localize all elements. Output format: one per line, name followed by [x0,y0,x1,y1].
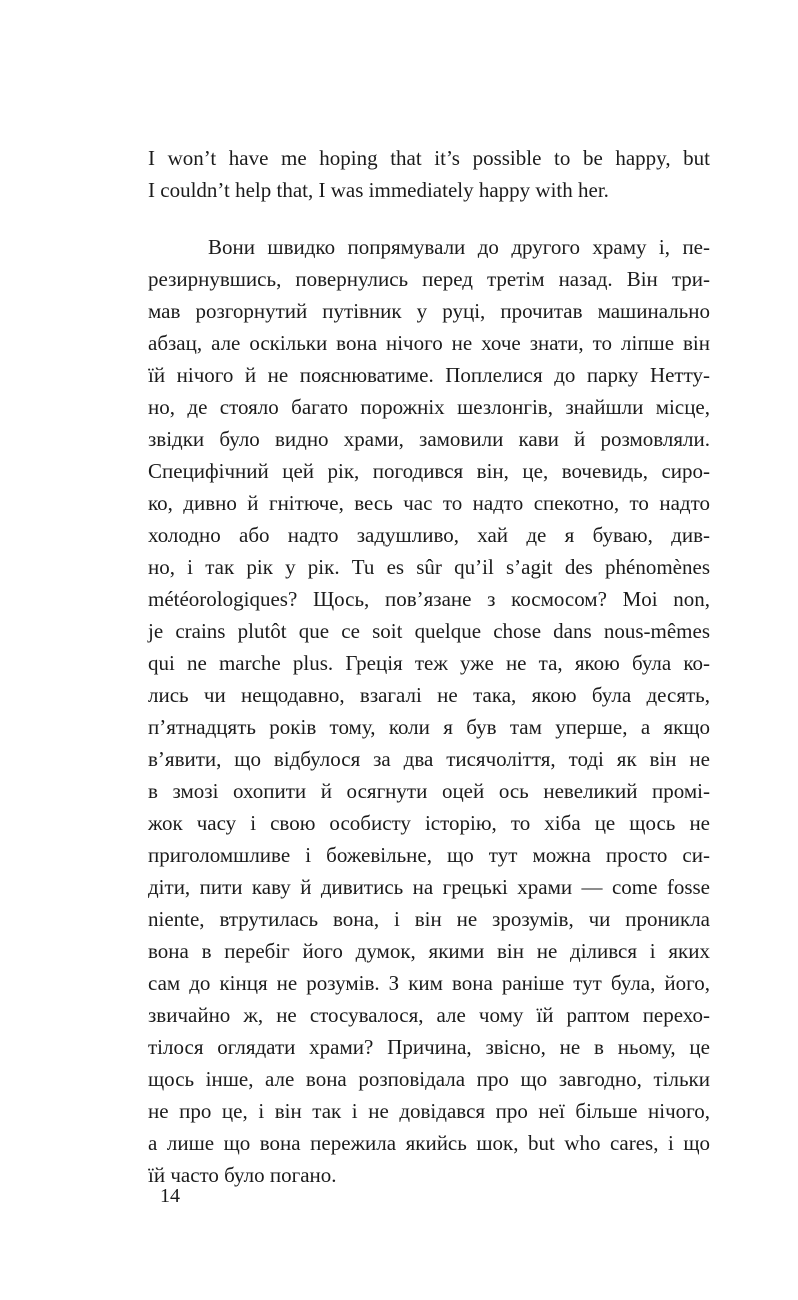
text-line: niente, втрутилась вона, і він не зрозумів, чи проникла [148,907,710,931]
text-line: qui ne marche plus. Греція теж уже не та, якою була ко- [148,651,710,675]
text-line: но, де стояло багато порожніх шезлонгів, знайшли місце, [148,395,710,419]
text-line: I won’t have me hoping that it’s possible to be happy, but [148,146,710,170]
text-line: приголомшливе і божевільне, що тут можна просто си- [148,843,710,867]
text-line: в’явити, що відбулося за два тисячоліття, тоді як він не [148,747,710,771]
text-line: діти, пити каву й дивитись на грецькі храми — come fosse [148,875,710,899]
text-line: мав розгорнутий путівник у руці, прочитав машинально [148,299,710,323]
text-line: сам до кінця не розумів. З ким вона раніше тут була, його, [148,971,710,995]
text-line: лись чи нещодавно, взагалі не така, якою була десять, [148,683,710,707]
intro-paragraph [148,142,710,206]
text-line: не про це, і він так і не довідався про неї більше нічого, [148,1099,710,1123]
text-line: но, і так рік у рік. Tu es sûr qu’il s’agit des phénomènes [148,555,710,579]
body-paragraph [148,231,710,1191]
text-line: а лише що вона пережила якийсь шок, but who cares, і що [148,1131,710,1155]
text-line: Вони швидко попрямували до другого храму і, пе- [208,235,710,259]
text-line: холодно або надто задушливо, хай де я буваю, див- [148,523,710,547]
text-line: ко, дивно й гнітюче, весь час то надто спекотно, то надто [148,491,710,515]
text-line: п’ятнадцять років тому, коли я був там уперше, а якщо [148,715,710,739]
text-line: в змозі охопити й осягнути оцей ось невеликий промі- [148,779,710,803]
text-line: абзац, але оскільки вона нічого не хоче знати, то ліпше він [148,331,710,355]
text-line: жок часу і свою особисту історію, то хіба це щось не [148,811,710,835]
text-line: je crains plutôt que ce soit quelque chose dans nous-mêmes [148,619,710,643]
text-line: їй нічого й не пояснюватиме. Поплелися до парку Нетту- [148,363,710,387]
text-line: резирнувшись, повернулись перед третім назад. Він три- [148,267,710,291]
text-line: Специфічний цей рік, погодився він, це, вочевидь, сиро- [148,459,710,483]
text-line: звичайно ж, не стосувалося, але чому їй раптом перехо- [148,1003,710,1027]
text-line: I couldn’t help that, I was immediately happy with her. [148,178,609,202]
text-line: їй часто було погано. [148,1163,337,1187]
text-line: щось інше, але вона розповідала про що завгодно, тільки [148,1067,710,1091]
text-line: звідки було видно храми, замовили кави й розмовляли. [148,427,710,451]
text-line: météorologiques? Щось, пов’язане з космосом? Moi non, [148,587,710,611]
text-line: тілося оглядати храми? Причина, звісно, не в ньому, це [148,1035,710,1059]
text-line: вона в перебіг його думок, якими він не ділився і яких [148,939,710,963]
page-number: 14 [160,1185,180,1207]
